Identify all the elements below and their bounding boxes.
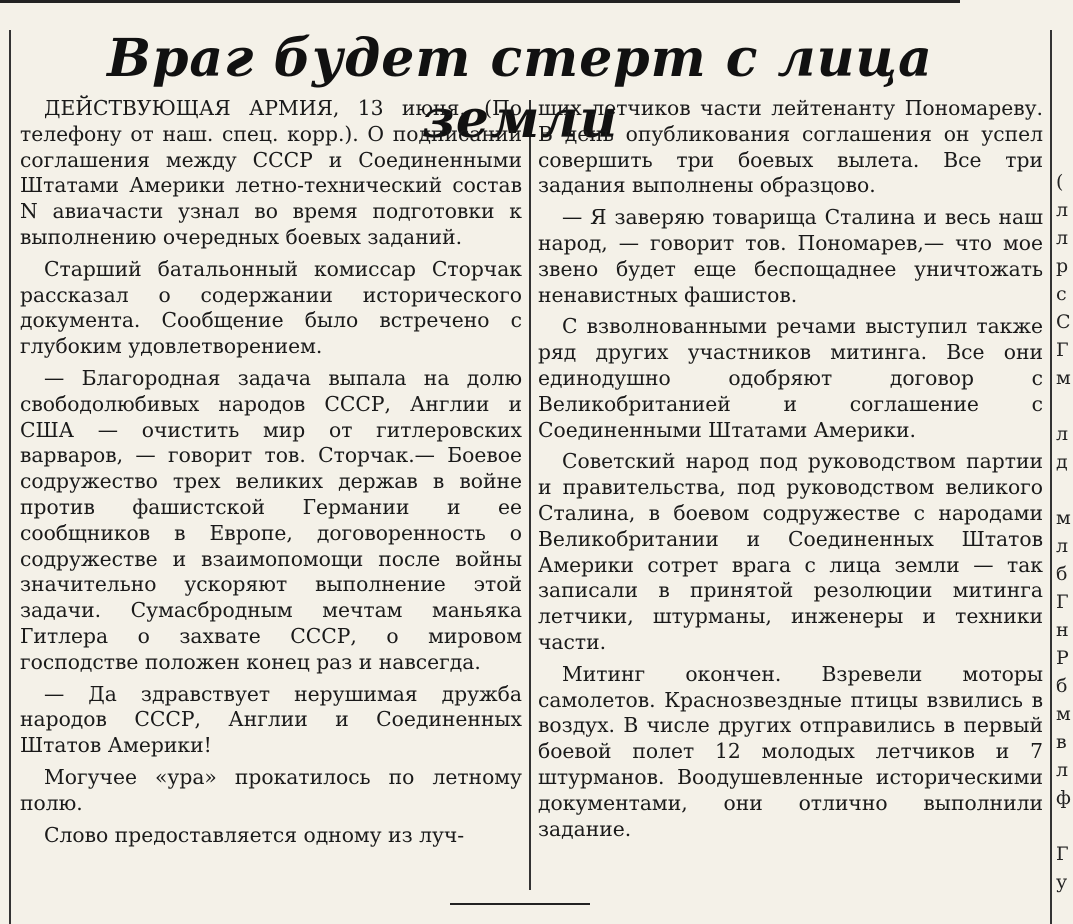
edge-letter: д (1056, 451, 1068, 473)
article-paragraph: — Да здравствует нерушимая дружба народов СССР, Англии и Соединенных Штатов Америки! (20, 681, 522, 758)
article-paragraph: Советский народ под руководством партии и правительства, под руководством великого Сталина, в боевом содружестве с народами Великобритании и Соединенных Штатов Америки сотрет врага с лица земли — так записали в принятой резолюции митинга летчики, штурманы, инженеры и техники части. (538, 449, 1043, 654)
article-paragraph: ших летчиков части лейтенанту Пономареву. В день опубликования соглашения он успел совершить три боевых вылета. Все три задания выполнены образцово. (538, 96, 1043, 198)
edge-letter: в (1056, 731, 1067, 753)
edge-letter (1056, 476, 1073, 504)
article-paragraph: Старший батальонный комиссар Сторчак рассказал о содержании исторического документа. Сообщение было встречено с глубоким удовлетворением. (20, 256, 522, 359)
edge-letter: б (1056, 675, 1068, 697)
edge-letter: Г (1056, 591, 1069, 613)
edge-letter: р (1056, 255, 1069, 277)
article-end-rule (450, 903, 590, 905)
edge-letter: Г (1056, 339, 1069, 361)
edge-letter: м (1056, 703, 1071, 725)
edge-letter: л (1056, 199, 1069, 221)
article-paragraph: Митинг окончен. Взревели моторы самолетов. Краснозвездные птицы взвились в воздух. В числе других отправились в первый боевой полет 12 молодых летчиков и 7 штурманов. Воодушевленные историческими документами, они отлично выполнили задание. (538, 661, 1043, 841)
edge-letter (1056, 812, 1073, 840)
article-column-right (538, 96, 1043, 848)
edge-letter: л (1056, 423, 1069, 445)
left-column-rule (9, 30, 11, 924)
edge-letter: ( (1056, 171, 1064, 193)
edge-letter: л (1056, 535, 1069, 557)
article-paragraph: — Я заверяю товарища Сталина и весь наш народ, — говорит тов. Пономарев,— что мое звено будет еще беспощаднее уничтожать ненавистных фашистов. (538, 205, 1043, 307)
article-paragraph: Могучее «ура» прокатилось по летному полю. (20, 764, 522, 815)
article-paragraph: ДЕЙСТВУЮЩАЯ АРМИЯ, 13 июня. (По телефону от наш. спец. корр.). О подписании соглашения между СССР и Соединенными Штатами Америки летно-технический состав N авиачасти узнал во время подготовки к выполнению очередных боевых заданий. (20, 96, 522, 249)
edge-letter: с (1056, 283, 1067, 305)
edge-letter: л (1056, 759, 1069, 781)
article-paragraph: С взволнованными речами выступил также ряд других участников митинга. Все они единодушно одобряют договор с Великобританией и соглашение с Соединенными Штатами Америки. (538, 314, 1043, 442)
edge-letter: Р (1056, 647, 1069, 669)
edge-letter: ф (1056, 787, 1071, 809)
article-paragraph: Слово предоставляется одному из луч- (44, 822, 465, 847)
edge-letter: б (1056, 563, 1068, 585)
adjacent-column-fragment (1056, 168, 1073, 896)
edge-letter: С (1056, 311, 1071, 333)
center-column-rule (529, 100, 531, 890)
edge-letter: м (1056, 507, 1071, 529)
edge-letter: л (1056, 227, 1069, 249)
edge-letter: у (1056, 871, 1068, 893)
edge-letter (1056, 392, 1073, 420)
edge-letter: м (1056, 367, 1071, 389)
article-headline: Враг будет стерт с лица земли (107, 28, 933, 150)
right-column-rule (1050, 30, 1052, 924)
edge-letter: Г (1056, 843, 1069, 865)
article-column-left (20, 96, 522, 854)
article-paragraph: — Благородная задача выпала на долю свободолюбивых народов СССР, Англии и США — очистить мир от гитлеровских варваров, — говорит тов. Сторчак.— Боевое содружество трех великих держав в войне против фашистской Германии и ее сообщников в Европе, договоренность о содружестве и взаимопомощи после войны значительно ускоряют выполнение этой задачи. Сумасбродным мечтам маньяка Гитлера о захвате СССР, о мировом господстве положен конец раз и навсегда. (20, 365, 522, 674)
edge-letter: н (1056, 619, 1069, 641)
top-rule (0, 0, 960, 3)
